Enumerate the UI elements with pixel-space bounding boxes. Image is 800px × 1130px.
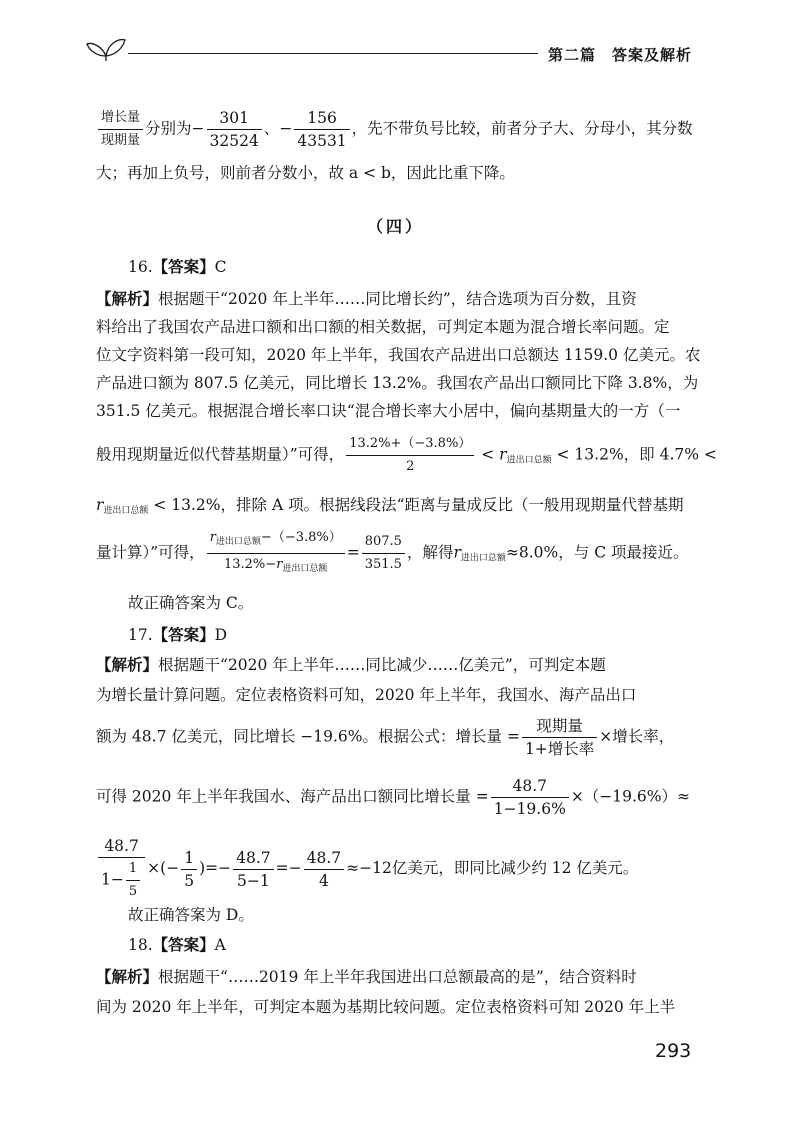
q16-analysis-line-3: 位文字资料第一段可知，2020 年上半年，我国农产品进出口总额达 1159.0 亿美元。农	[96, 346, 701, 364]
q17-analysis-line-3: 额为 48.7 亿美元，同比增长 −19.6%。根据公式：增长量 = $\frac{\text{现期量}}{\text{1+增长率}}$ ×增长率，	[96, 717, 675, 758]
q16-conclusion: 故正确答案为 C。	[128, 594, 254, 612]
ratio-label: $\frac{\text{增长量}}{\text{现期量}}$	[98, 108, 143, 151]
header-title: 第二篇 答案及解析	[548, 46, 693, 64]
q16-analysis-line-1: 【解析】根据题干“2020 年上半年……同比增长约”，结合选项为百分数，且资	[96, 290, 637, 308]
q17-answer: 17.【答案】D	[128, 626, 228, 644]
top-para-line-2: 大；再加上负号，则前者分数小，故 a < b，因此比重下降。	[96, 164, 515, 182]
q16-answer: 16.【答案】C	[128, 258, 227, 276]
q16-analysis-line-6: 般用现期量近似代替基期量）”可得， $\frac{13.2\%+(-3.8\%)}{2}$ < $r_{进出口总额} < 13.2\%$，即 4.7% <	[96, 434, 717, 477]
q18-analysis-line-2: 间为 2020 年上半年，可判定本题为基期比较问题。定位表格资料可知 2020 年上半	[96, 998, 676, 1016]
q17-analysis-line-4: 可得 2020 年上半年我国水、海产品出口额同比增长量 = $\frac{48.7}{1-19.6\%}$ ×（−19.6%）≈	[96, 777, 691, 818]
segment-fraction-right: $\frac{807.5}{351.5}$	[362, 532, 405, 575]
fraction-156: $\frac{156}{43531}$	[294, 108, 349, 151]
top-para-line-1: $\frac{\text{增长量}}{\text{现期量}}$ 分别为− $\frac{301}{32524}$ 、− $\frac{156}{43531}$ ，先不带负号比较，前者分子大、分母小，其分数	[96, 108, 693, 151]
q17-analysis-line-1: 【解析】根据题干“2020 年上半年……同比减少……亿美元”，可判定本题	[96, 656, 606, 674]
q17-analysis-line-5: 48.7 1− $\frac{1}{5}$ ×(− $\frac{1}{5}$ )=− $\frac{48.7}{5-1}$ =− $\frac{48.7}{4}$ ≈−12亿美元，即同比减少约 12 亿美元。	[96, 836, 638, 902]
segment-fraction-left: $\frac{r_{进出口总额}-(-3.8\%)}{13.2\%-r_{进出口总额}}$	[207, 528, 345, 579]
leaf-icon	[84, 32, 128, 62]
q16-analysis-line-2: 料给出了我国农产品进口额和出口额的相关数据，可判定本题为混合增长率问题。定	[96, 318, 670, 336]
fraction-over-4: $\frac{48.7}{4}$	[304, 848, 345, 891]
q16-analysis-line-7: $r_{进出口总额} < 13.2\%$，排除 A 项。根据线段法“距离与量成反比（一般用现期量代替基期	[96, 496, 684, 516]
compound-fraction: 48.7 1− $\frac{1}{5}$	[98, 836, 145, 902]
q17-conclusion: 故正确答案为 D。	[128, 906, 254, 924]
section-title: （四）	[367, 217, 425, 236]
growth-formula-fraction: $\frac{\text{现期量}}{\text{1+增长率}}$	[522, 716, 597, 759]
fraction-301: $\frac{301}{32524}$	[207, 108, 262, 151]
q16-analysis-line-5: 351.5 亿美元。根据混合增长率口诀“混合增长率大小居中，偏向基期量大的一方（一	[96, 402, 681, 420]
mixed-rate-fraction: $\frac{13.2\%+(-3.8\%)}{2}$	[346, 434, 474, 477]
q18-answer: 18.【答案】A	[128, 936, 226, 954]
q17-analysis-line-2: 为增长量计算问题。定位表格资料可知，2020 年上半年，我国水、海产品出口	[96, 686, 637, 704]
q18-analysis-line-1: 【解析】根据题干“……2019 年上半年我国进出口总额最高的是”，结合资料时	[96, 968, 637, 986]
q16-analysis-line-4: 产品进口额为 807.5 亿美元，同比增长 13.2%。我国农产品出口额同比下降 3.8%，为	[96, 374, 699, 392]
one-fifth-fraction: $\frac{1}{5}$	[181, 848, 197, 891]
page-number: 293	[655, 1040, 692, 1062]
q16-analysis-line-8: 量计算）”可得， $\frac{r_{进出口总额}-(-3.8\%)}{13.2\%-r_{进出口总额}}$ = $\frac{807.5}{351.5}$ ，解得$r_{进出口总额}\approx 8.0\%$，与 C 项最接近。	[96, 528, 689, 579]
fraction-5-minus-1: $\frac{48.7}{5-1}$	[233, 848, 274, 891]
export-fraction: $\frac{48.7}{1-19.6\%}$	[491, 776, 569, 819]
header-rule	[128, 53, 538, 54]
